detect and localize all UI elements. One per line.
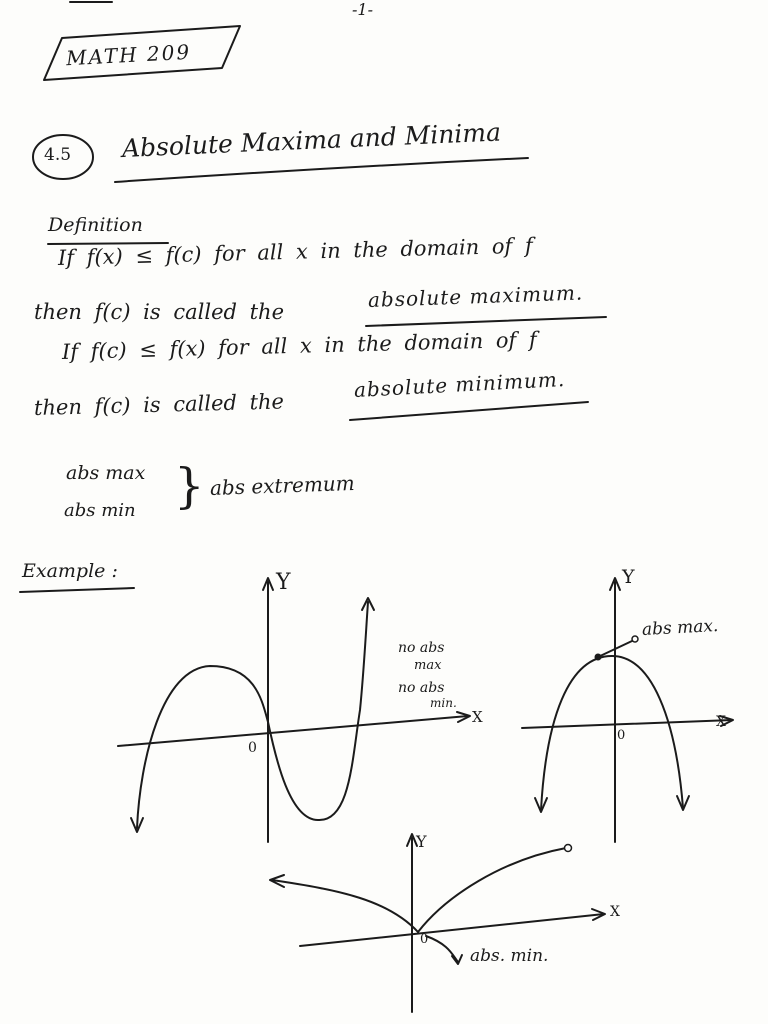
graph2-x-label: X — [716, 714, 726, 730]
graph3-y-label: Y — [416, 832, 427, 851]
graph3-origin: 0 — [420, 932, 429, 947]
graph3-x-axis — [300, 914, 604, 946]
graph3-open-endpoint — [565, 845, 572, 852]
graph2-y-label: Y — [622, 566, 635, 588]
abs-max-underline — [366, 317, 606, 326]
graph1-note-line3: no abs — [398, 680, 445, 696]
title-underline — [115, 158, 528, 182]
graph2-annotation-dot — [632, 636, 638, 642]
graph1-curve — [137, 602, 368, 828]
definition-min-line1: If f(c) ≤ f(x) for all x in the domain of f — [61, 327, 537, 364]
page-number: -1- — [352, 0, 373, 19]
graph1-cubic — [118, 578, 470, 842]
section-title: Absolute Maxima and Minima — [121, 117, 502, 163]
graph2-origin: 0 — [617, 728, 626, 743]
graph1-note-line2: max — [414, 658, 442, 673]
graph1-x-label: X — [472, 708, 483, 726]
graph3-annotation: abs. min. — [470, 946, 549, 966]
example-heading: Example : — [22, 560, 118, 582]
example-underline — [20, 588, 134, 592]
extremum-brace: } — [174, 458, 205, 514]
definition-min-line2: then f(c) is called the — [33, 389, 285, 420]
extremum-label: abs extremum — [209, 470, 356, 500]
definition-min-term: absolute minimum. — [353, 366, 566, 402]
extremum-abs-min: abs min — [64, 500, 136, 521]
graph2-curve — [541, 656, 683, 810]
abs-min-underline — [350, 402, 588, 420]
graph2-annotation: abs max. — [641, 616, 719, 640]
course-title: MATH 209 — [65, 39, 192, 71]
graph3-cusp — [270, 834, 605, 1012]
graph1-note-line4: min. — [430, 696, 457, 710]
graph1-origin: 0 — [248, 740, 257, 756]
graph3-x-label: X — [610, 904, 620, 920]
definition-heading: Definition — [48, 214, 143, 236]
graph1-note-line1: no abs — [398, 640, 445, 656]
extremum-abs-max: abs max — [66, 462, 146, 484]
graph1-x-axis — [118, 716, 468, 746]
graph3-left-branch — [272, 880, 418, 932]
graph1-y-label: Y — [276, 570, 291, 595]
definition-max-term: absolute maximum. — [367, 280, 584, 312]
section-number: 4.5 — [44, 145, 72, 165]
definition-max-line2: then f(c) is called the — [34, 300, 285, 324]
definition-max-line1: If f(x) ≤ f(c) for all x in the domain of f — [57, 233, 533, 270]
